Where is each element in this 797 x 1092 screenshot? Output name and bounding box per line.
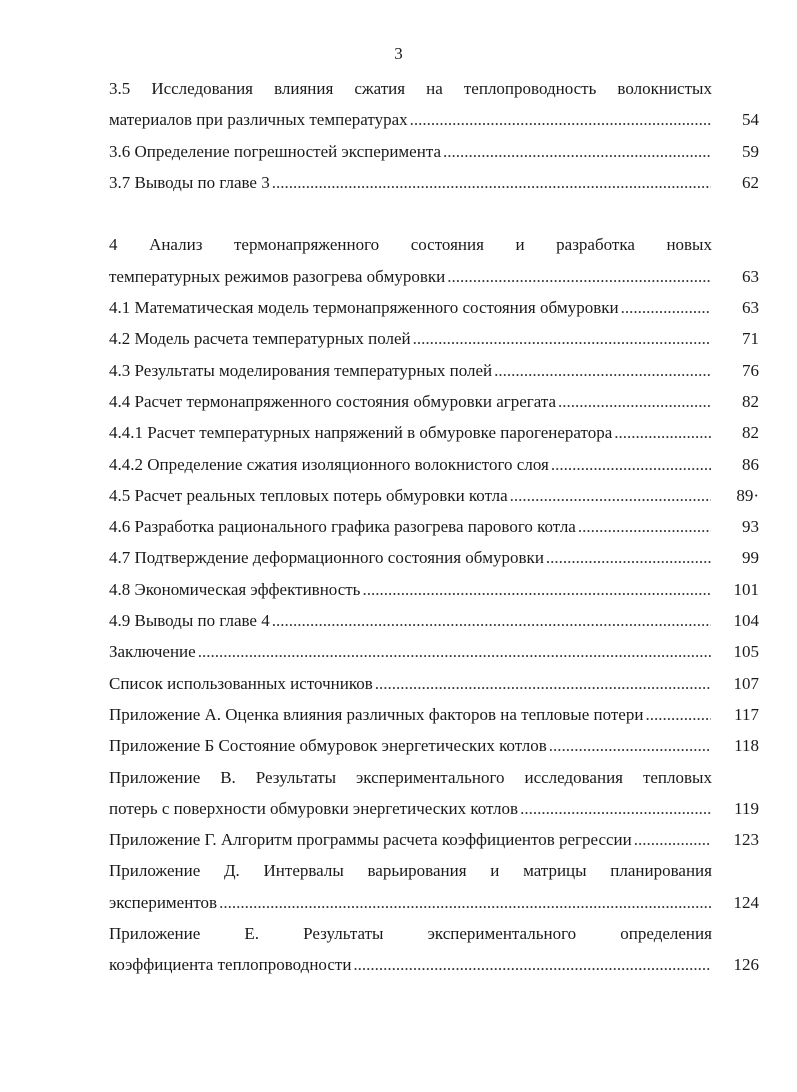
toc-page-number: 89· [736, 485, 759, 505]
toc-entry-first-line [109, 762, 759, 793]
toc-dot-leader [645, 699, 711, 730]
toc-entry-first-line [109, 855, 759, 886]
toc-entry-line [109, 730, 759, 761]
toc-dot-leader [362, 574, 711, 605]
toc-dot-leader [558, 386, 711, 417]
toc-dot-leader [375, 668, 711, 699]
toc-entry-line [109, 949, 759, 980]
toc-entry-word: тепловых [642, 767, 712, 787]
toc-entry-word: планирования [610, 861, 712, 881]
toc-entry-word: Приложение [109, 767, 201, 787]
toc-entry-word: разработка [556, 235, 635, 255]
toc-entry-first-line [109, 229, 759, 260]
toc-entry-line [109, 104, 759, 135]
toc-entry-line [109, 636, 759, 667]
toc-page-number: 82 [742, 423, 759, 443]
toc-entry-line [109, 292, 759, 323]
page-number: 3 [394, 44, 403, 63]
toc-dot-leader [549, 730, 711, 761]
toc-page-number: 63 [742, 266, 759, 286]
toc-entry-line [109, 480, 759, 511]
toc-entry-line [109, 136, 759, 167]
toc-page-number: 107 [733, 673, 759, 693]
toc-entry-word: определения [620, 924, 712, 944]
toc-entry-line [109, 574, 759, 605]
toc-entry-word: экспериментального [355, 767, 505, 787]
toc-entry-title: 4.7 Подтверждение деформационного состояния обмуровки [109, 548, 544, 568]
toc-entry-line [109, 323, 759, 354]
toc-entry-word: и [490, 861, 500, 881]
toc-entry-word: теплопроводность [463, 79, 597, 98]
toc-entry-word: матрицы [523, 861, 587, 881]
toc-entry-title: 4.4 Расчет термонапряженного состояния обмуровки агрегата [109, 391, 557, 411]
toc-dot-leader [447, 261, 711, 292]
toc-entry-word: и [515, 235, 525, 255]
toc-entry-title: 4.4.1 Расчет температурных напряжений в обмуровке парогенератора [109, 423, 613, 443]
toc-entry-word: экспериментального [427, 924, 577, 944]
toc-entry-title: 4.1 Математическая модель термонапряженного состояния обмуровки [109, 298, 619, 318]
toc-page-number: 119 [734, 798, 759, 818]
toc-entry-word: исследования [524, 767, 623, 787]
toc-dot-leader [551, 449, 711, 480]
toc-entry-line [109, 824, 759, 855]
toc-page-number: 54 [742, 110, 759, 130]
toc-page-number: 82 [742, 391, 759, 411]
toc-page-number: 123 [733, 830, 759, 850]
toc-page-number: 101 [733, 579, 759, 599]
toc-entry-word: термонапряженного [234, 235, 380, 255]
toc-page-number: 99 [742, 548, 759, 568]
toc-entry-word: Приложение [109, 861, 201, 881]
toc-entry-word: варьирования [367, 861, 467, 881]
toc-page-number: 63 [742, 298, 759, 318]
toc-page-number: 118 [734, 736, 759, 756]
toc-entry-title: 4.4.2 Определение сжатия изоляционного волокнистого слоя [109, 454, 549, 474]
toc-page-number: 59 [742, 141, 759, 161]
toc-entry-title: 4.6 Разработка рационального графика разогрева парового котла [109, 517, 576, 537]
toc-page-number: 76 [742, 360, 759, 380]
toc-entry-line [109, 668, 759, 699]
toc-entry-title: потерь с поверхности обмуровки энергетических котлов [109, 798, 519, 818]
toc-entry-justified-text [109, 229, 712, 260]
toc-entry-line [109, 511, 759, 542]
toc-dot-leader [410, 104, 711, 135]
toc-entry-word: новых [666, 235, 712, 255]
table-of-contents [109, 73, 759, 981]
toc-entry-title: 3.6 Определение погрешностей эксперимента [109, 141, 442, 161]
toc-page-number: 62 [742, 172, 759, 192]
toc-entry-word: состояния [410, 235, 484, 255]
toc-entry-title: 4.9 Выводы по главе 4 [109, 611, 270, 631]
toc-entry-title: температурных режимов разогрева обмуровки [109, 266, 446, 286]
toc-entry-line [109, 355, 759, 386]
toc-entry-justified-text [109, 73, 712, 104]
toc-entry-word: влияния [274, 79, 334, 98]
toc-dot-leader [353, 949, 711, 980]
toc-entry-line [109, 699, 759, 730]
toc-entry-line [109, 793, 759, 824]
toc-entry-word: 3.5 [109, 79, 131, 98]
toc-entry-title: Приложение А. Оценка влияния различных факторов на тепловые потери [109, 704, 644, 724]
toc-spacer [109, 198, 759, 229]
toc-dot-leader [510, 480, 711, 511]
toc-page-number: 71 [742, 329, 759, 349]
toc-entry-justified-text [109, 762, 712, 793]
toc-entry-line [109, 386, 759, 417]
toc-entry-title: 4.8 Экономическая эффективность [109, 579, 361, 599]
toc-entry-justified-text [109, 918, 712, 949]
toc-dot-leader [272, 605, 711, 636]
toc-entry-word: Интервалы [263, 861, 344, 881]
toc-page-number: 104 [733, 611, 759, 631]
toc-entry-line [109, 261, 759, 292]
toc-entry-line [109, 449, 759, 480]
toc-entry-line [109, 542, 759, 573]
toc-dot-leader [621, 292, 711, 323]
toc-dot-leader [546, 542, 711, 573]
toc-entry-title: 4.2 Модель расчета температурных полей [109, 329, 411, 349]
toc-page-number: 93 [742, 517, 759, 537]
toc-dot-leader [413, 323, 711, 354]
toc-entry-title: Приложение Г. Алгоритм программы расчета коэффициентов регрессии [109, 830, 632, 850]
toc-entry-title: Приложение Б Состояние обмуровок энергетических котлов [109, 736, 547, 756]
toc-entry-word: Исследования [151, 79, 253, 98]
toc-dot-leader [219, 887, 711, 918]
toc-entry-first-line [109, 918, 759, 949]
toc-page-number: 124 [733, 892, 759, 912]
toc-entry-line [109, 167, 759, 198]
toc-page-number: 86 [742, 454, 759, 474]
toc-entry-title: 4.5 Расчет реальных тепловых потерь обмуровки котла [109, 485, 508, 505]
toc-page-number: 126 [733, 955, 759, 975]
toc-entry-word: Анализ [149, 235, 203, 255]
toc-entry-word: на [426, 79, 443, 98]
toc-entry-title: Список использованных источников [109, 673, 373, 693]
toc-dot-leader [578, 511, 711, 542]
toc-entry-word: Приложение [109, 924, 201, 944]
toc-dot-leader [198, 636, 711, 667]
toc-entry-justified-text [109, 855, 712, 886]
toc-page-number: 105 [733, 642, 759, 662]
toc-entry-title: материалов при различных температурах [109, 110, 408, 130]
toc-entry-title: Заключение [109, 642, 196, 662]
toc-entry-title: 4.3 Результаты моделирования температурных полей [109, 360, 493, 380]
toc-dot-leader [272, 167, 711, 198]
toc-dot-leader [443, 136, 711, 167]
toc-entry-word: 4 [109, 235, 118, 255]
toc-entry-word: В. [220, 767, 236, 787]
toc-entry-title: экспериментов [109, 892, 218, 912]
toc-entry-word: Результаты [255, 767, 337, 787]
toc-entry-word: Е. [244, 924, 260, 944]
toc-entry-line [109, 887, 759, 918]
toc-entry-first-line [109, 73, 759, 104]
toc-page-number: 117 [734, 704, 759, 724]
toc-dot-leader [494, 355, 711, 386]
toc-dot-leader [614, 417, 711, 448]
toc-entry-line [109, 417, 759, 448]
toc-dot-leader [520, 793, 711, 824]
toc-entry-word: волокнистых [617, 79, 712, 98]
toc-entry-word: сжатия [354, 79, 406, 98]
toc-entry-word: Д. [223, 861, 240, 881]
toc-entry-title: 3.7 Выводы по главе 3 [109, 172, 270, 192]
toc-entry-word: Результаты [303, 924, 384, 944]
toc-entry-line [109, 605, 759, 636]
toc-dot-leader [634, 824, 711, 855]
toc-entry-title: коэффициента теплопроводности [109, 955, 352, 975]
